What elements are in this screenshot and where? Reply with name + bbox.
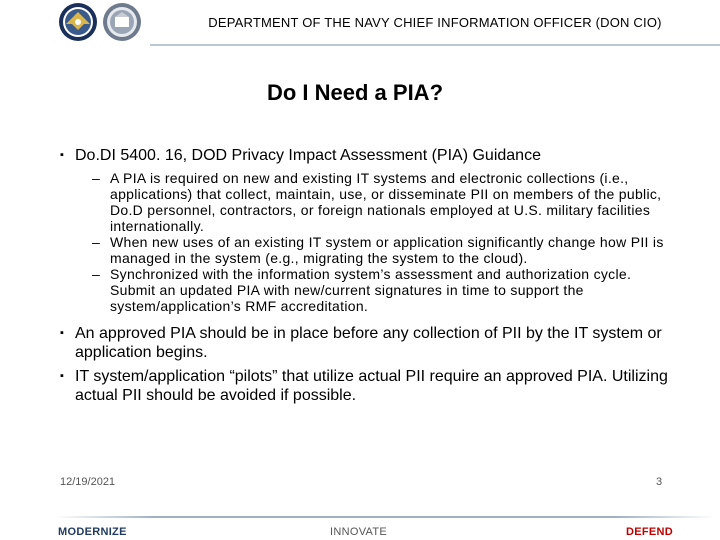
slide-title: Do I Need a PIA? (266, 80, 444, 105)
footer-innovate: INNOVATE (330, 526, 387, 538)
dash-bullet-icon: – (92, 170, 101, 186)
sub-bullet-text: Synchronized with the information system’s assessment and authorization cycle. Submit an updated PIA with new/current signatures in time to support the system/application’s RMF accreditation. (110, 266, 632, 314)
sub-bullet-text: A PIA is required on new and existing IT systems and electronic collections (i.e., applications) that collect, maintain, use, or disseminate PII on members of the public, Do.D personnel, contractors, or foreign nationals employed at U.S. military facilities internationally. (110, 170, 662, 234)
page-number: 3 (656, 476, 663, 488)
square-bullet-icon: ▪ (60, 370, 64, 382)
navy-seal-icon (58, 2, 98, 42)
header-divider (150, 44, 720, 46)
sub-bullet-item (60, 234, 680, 266)
square-bullet-icon: ▪ (60, 149, 64, 161)
bullet-item (60, 146, 680, 165)
dash-bullet-icon: – (92, 234, 101, 250)
header-title: DEPARTMENT OF THE NAVY CHIEF INFORMATION OFFICER (DON CIO) (208, 15, 662, 30)
square-bullet-icon: ▪ (60, 327, 64, 339)
sub-bullet-list (60, 170, 680, 314)
sub-bullet-item (60, 266, 680, 314)
sub-bullet-item (60, 170, 680, 234)
footer-date: 12/19/2021 (60, 476, 116, 488)
slide-body (60, 146, 680, 410)
bullet-text: An approved PIA should be in place before any collection of PII by the IT system or application begins. (75, 325, 662, 361)
bullet-text: IT system/application “pilots” that utilize actual PII require an approved PIA. Utilizing actual PII should be avoided if possible. (75, 368, 668, 404)
footer-defend: DEFEND (626, 526, 674, 538)
dash-bullet-icon: – (92, 266, 101, 282)
bullet-item (60, 324, 680, 362)
sub-bullet-text: When new uses of an existing IT system or application significantly change how PII is managed in the system (e.g., migrating the system to the cloud). (110, 234, 664, 266)
bullet-item (60, 367, 680, 405)
don-cio-seal-icon (102, 2, 142, 42)
footer-divider (55, 516, 715, 518)
footer-modernize: MODERNIZE (58, 526, 127, 538)
bullet-text: Do.DI 5400. 16, DOD Privacy Impact Assessment (PIA) Guidance (75, 147, 541, 164)
